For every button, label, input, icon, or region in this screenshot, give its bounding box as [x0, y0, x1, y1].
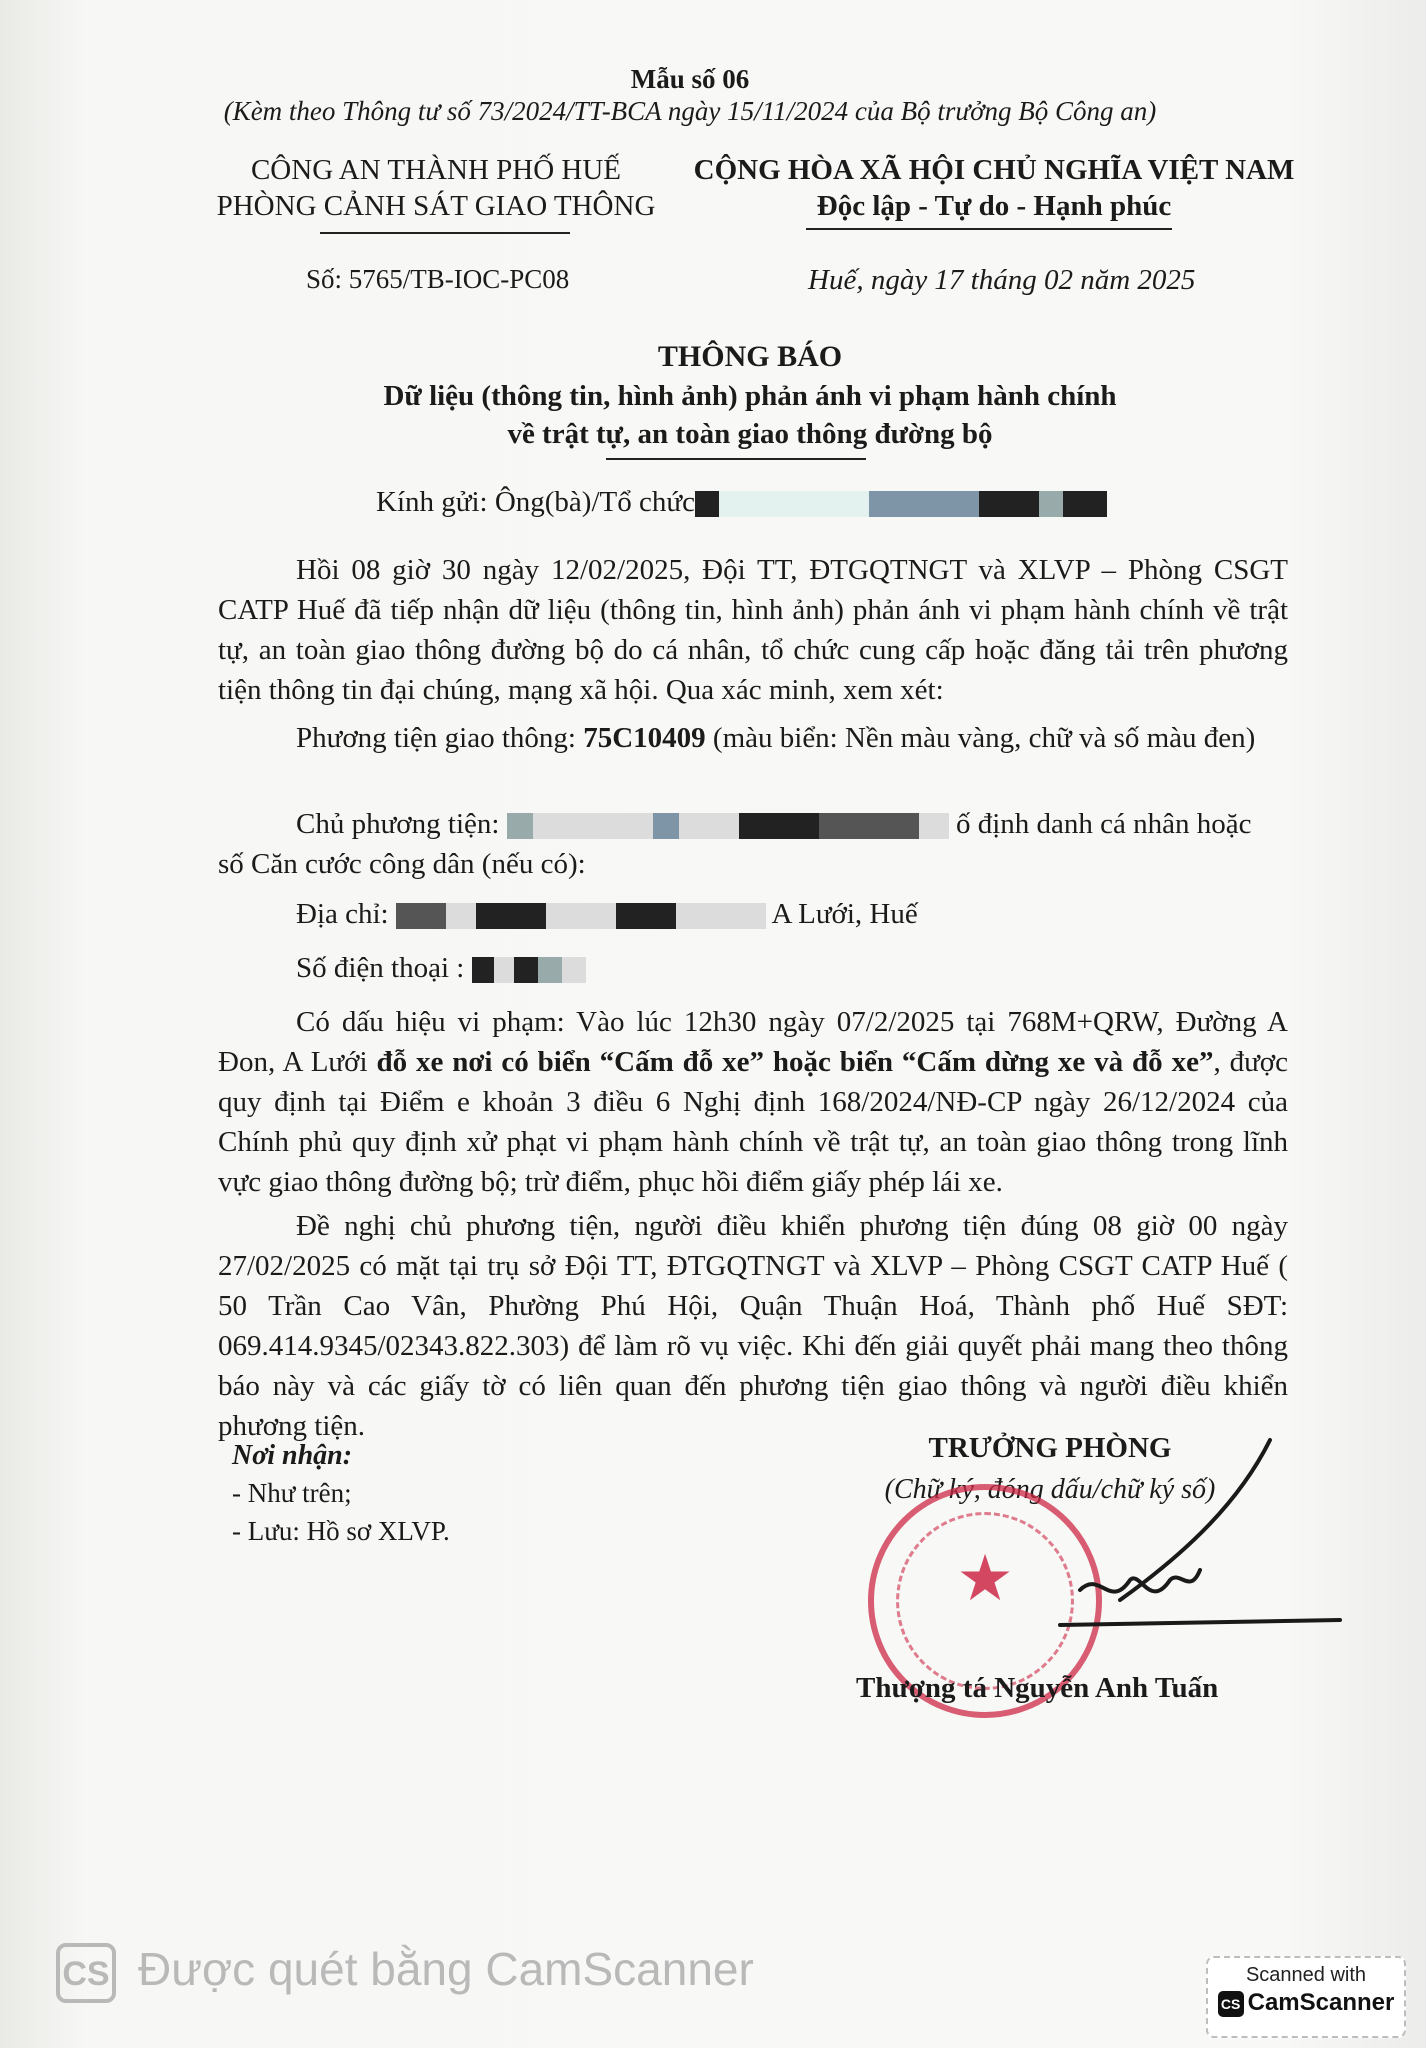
violation-rest: , được quy định tại Điểm e khoản 3 điều 6 Nghị định 168/2024/NĐ-CP ngày 26/12/2024 của Chính phủ quy định xử phạt vi phạm hành chính về trật tự, an toàn giao thông trong lĩnh vực giao thông đường bộ; trừ điểm, phục hồi điểm giấy phép lái xe.	[218, 1046, 1289, 1198]
owner-id-line: số Căn cước công dân (nếu có):	[218, 848, 586, 880]
camscanner-badge	[1206, 1956, 1406, 2038]
redacted-address-2	[446, 903, 476, 929]
doc-title: THÔNG BÁO	[657, 340, 843, 373]
redacted-address-3	[476, 903, 546, 929]
redacted-owner-4	[679, 813, 739, 839]
redacted-recipient	[695, 491, 719, 517]
badge-line-2	[1208, 1989, 1404, 2017]
redacted-owner-5	[739, 813, 819, 839]
badge-line-1: Scanned with	[1245, 1964, 1367, 1986]
receivers-title: Nơi nhận:	[232, 1440, 353, 1471]
department-name: PHÒNG CẢNH SÁT GIAO THÔNG	[216, 190, 656, 222]
phone-line	[296, 952, 996, 985]
redacted-owner-3	[653, 813, 679, 839]
doc-subtitle-1: Dữ liệu (thông tin, hình ảnh) phản ánh vi phạm hành chính	[383, 380, 1117, 412]
national-name: CỘNG HÒA XÃ HỘI CHỦ NGHĨA VIỆT NAM	[693, 154, 1295, 186]
redacted-phone-5	[562, 957, 586, 983]
redacted-address	[396, 903, 446, 929]
recipient-line	[376, 486, 1296, 519]
phone-label: Số điện thoại :	[296, 952, 465, 984]
redacted-address-4	[546, 903, 616, 929]
signer-name: Thượng tá Nguyễn Anh Tuấn	[856, 1672, 1219, 1704]
redacted-address-5	[616, 903, 676, 929]
vehicle-plate: 75C10409	[583, 722, 706, 754]
header-right-underline	[806, 228, 1172, 230]
signer-position: TRƯỞNG PHÒNG	[928, 1432, 1172, 1464]
vehicle-plate-desc: (màu biển: Nền màu vàng, chữ và số màu đen)	[712, 722, 1256, 754]
address-suffix: A Lưới, Huế	[771, 898, 918, 930]
violation-bold: đỗ xe nơi có biển “Cấm đỗ xe” hoặc biển “Cấm dừng xe và đỗ xe”	[376, 1046, 1214, 1078]
paragraph-received: Hồi 08 giờ 30 ngày 12/02/2025, Đội TT, ĐTGQTNGT và XLVP – Phòng CSGT CATP Huế đã tiếp nhận dữ liệu (thông tin, hình ảnh) phản ánh vi phạm hành chính về trật tự, an toàn giao thông đường bộ do cá nhân, tổ chức cung cấp hoặc đăng tải trên phương tiện thông tin đại chúng, mạng xã hội. Qua xác minh, xem xét:	[218, 554, 1288, 706]
redacted-owner	[507, 813, 533, 839]
doc-number: Số: 5765/TB-IOC-PC08	[306, 264, 570, 294]
receivers-item-2: - Lưu: Hồ sơ XLVP.	[232, 1516, 450, 1546]
violation-paragraph	[218, 1002, 1288, 1202]
redacted-recipient-6	[1063, 491, 1107, 517]
seal-star-icon: ★	[956, 1542, 1014, 1616]
national-motto: Độc lập - Tự do - Hạnh phúc	[816, 190, 1172, 222]
form-number: Mẫu số 06	[630, 64, 750, 94]
address-line	[296, 898, 1286, 931]
place-date: Huế, ngày 17 tháng 02 năm 2025	[808, 264, 1196, 296]
address-label: Địa chỉ:	[296, 898, 389, 930]
redacted-phone-2	[494, 957, 514, 983]
camscanner-watermark	[56, 1936, 754, 2002]
request-paragraph: Đề nghị chủ phương tiện, người điều khiển phương tiện đúng 08 giờ 00 ngày 27/02/2025 có mặt tại trụ sở Đội TT, ĐTGQTNGT và XLVP – Phòng CSGT CATP Huế ( 50 Trần Cao Vân, Phường Phú Hội, Quận Thuận Hoá, Thành phố Huế SĐT: 069.414.9345/02343.822.303) để làm rõ vụ việc. Khi đến giải quyết phải mang theo thông báo này và các giấy tờ có liên quan đến phương tiện giao thông và người điều khiển phương tiện.	[218, 1210, 1288, 1442]
camscanner-watermark-text: Được quét bằng CamScanner	[138, 1943, 754, 1995]
redacted-owner-2	[533, 813, 653, 839]
badge-brand-text: CamScanner	[1247, 1989, 1395, 2016]
redacted-address-6	[676, 903, 766, 929]
doc-subtitle-2: về trật tự, an toàn giao thông đường bộ	[507, 418, 993, 450]
redacted-recipient-2	[719, 491, 869, 517]
subtitle-underline	[606, 458, 866, 460]
redacted-owner-6	[819, 813, 919, 839]
form-reference: (Kèm theo Thông tư số 73/2024/TT-BCA ngày 15/11/2024 của Bộ trưởng Bộ Công an)	[223, 96, 1157, 126]
badge-cs-icon: CS	[1218, 1991, 1244, 2017]
recipient-label: Kính gửi: Ông(bà)/Tổ chức	[376, 486, 695, 518]
owner-label: Chủ phương tiện:	[296, 808, 500, 840]
vehicle-line	[218, 718, 1288, 758]
redacted-phone	[472, 957, 494, 983]
receivers-item-1: - Như trên;	[232, 1478, 352, 1508]
redacted-phone-4	[538, 957, 562, 983]
violation-lead: Có dấu hiệu vi phạm: Vào lúc 12h30 ngày 07/2/2025 tại 768M+QRW, Đường A Đon, A Lưới	[218, 1006, 1288, 1078]
vehicle-label: Phương tiện giao thông:	[296, 722, 576, 754]
header-left-underline	[320, 232, 570, 234]
owner-line	[296, 808, 1286, 841]
redacted-recipient-3	[869, 491, 979, 517]
signature-note: (Chữ ký, đóng dấu/chữ ký số)	[884, 1474, 1216, 1505]
redacted-owner-7	[919, 813, 949, 839]
camscanner-logo-icon: CS	[56, 1943, 116, 2003]
owner-suffix: ố định danh cá nhân hoặc	[955, 808, 1252, 840]
redacted-recipient-4	[979, 491, 1039, 517]
handwritten-signature	[1040, 1420, 1360, 1680]
redacted-phone-3	[514, 957, 538, 983]
agency-name: CÔNG AN THÀNH PHỐ HUẾ	[250, 154, 622, 186]
redacted-recipient-5	[1039, 491, 1063, 517]
